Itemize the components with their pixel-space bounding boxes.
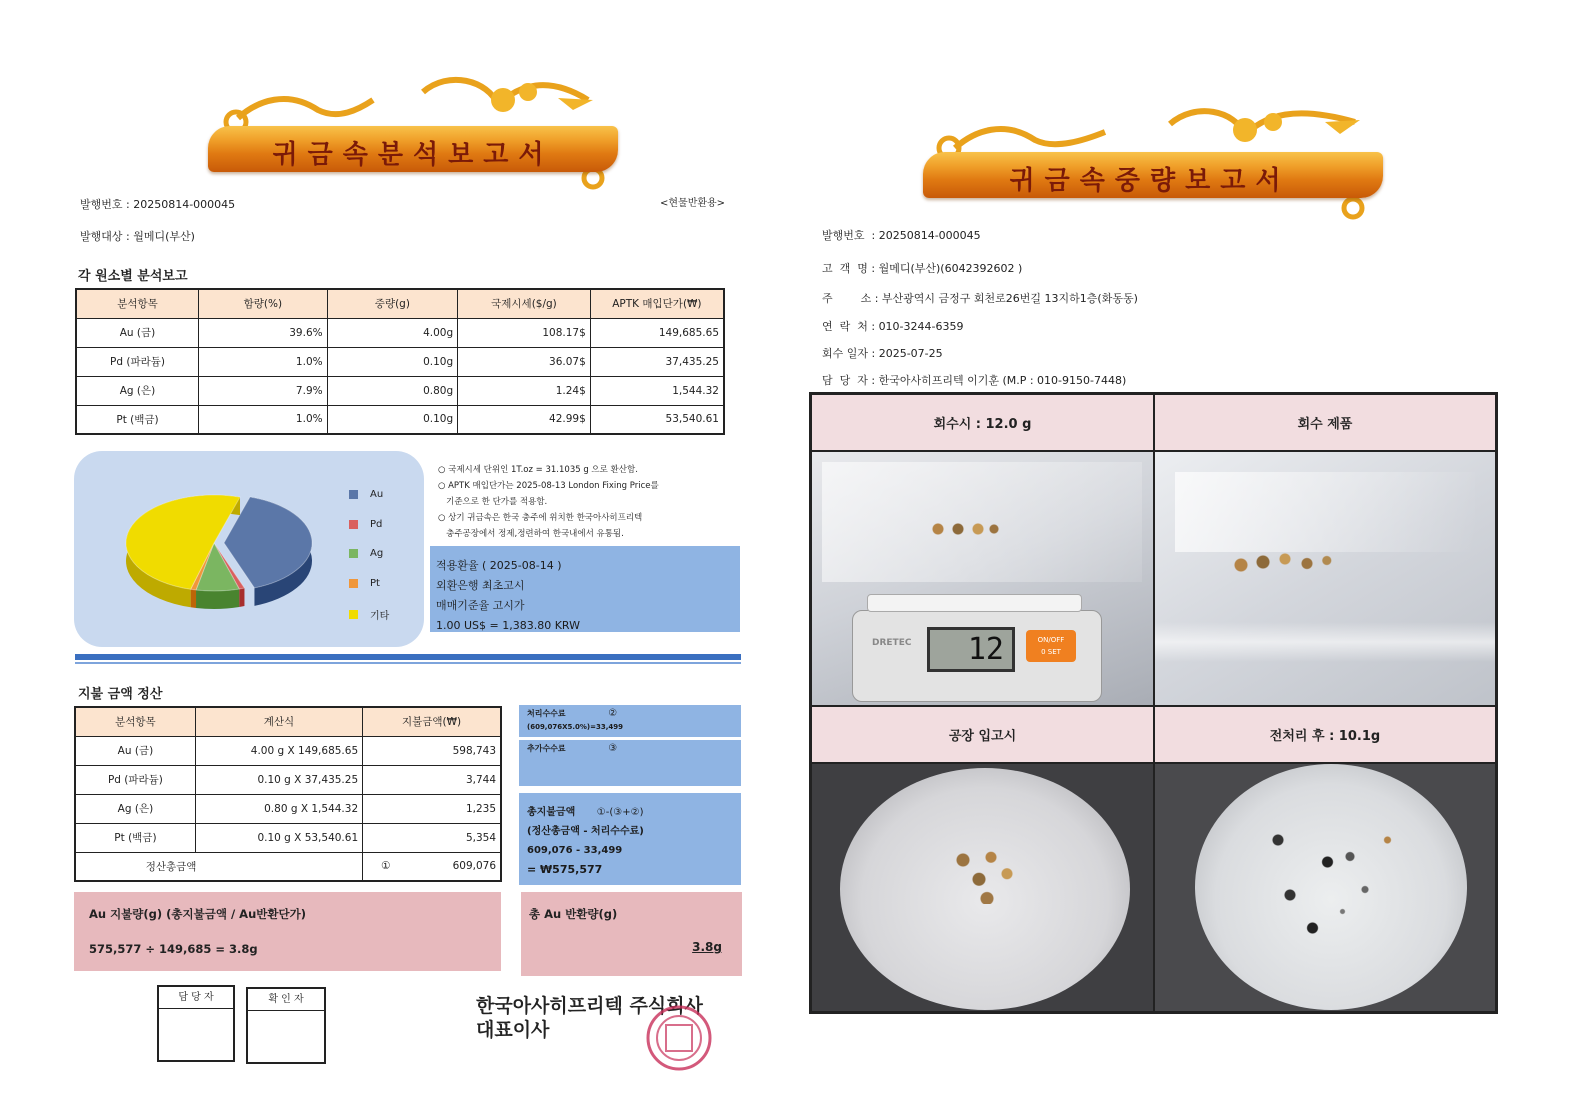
info-manager: 담 당 자 : 한국아사히프리텍 이기훈 (M.P : 010-9150-7448) bbox=[822, 374, 1127, 387]
table-cell: 0.80 g X 1,544.32 bbox=[195, 794, 362, 823]
column-header: 분석항목 bbox=[76, 289, 199, 318]
column-header: 중량(g) bbox=[327, 289, 458, 318]
total-value: 609,076 bbox=[452, 860, 496, 873]
au-payment-weight-box bbox=[74, 892, 501, 971]
table-cell: 108.17$ bbox=[458, 318, 591, 347]
table-row bbox=[76, 347, 724, 376]
exchange-line: 매매기준율 고시가 bbox=[436, 599, 525, 612]
table-row bbox=[75, 736, 501, 765]
scale-set-label: 0 SET bbox=[1041, 648, 1061, 656]
exchange-line: 적용환율 ( 2025-08-14 ) bbox=[436, 559, 562, 572]
report-title: 귀금속분석보고서 bbox=[272, 140, 554, 170]
table-header-row bbox=[75, 707, 501, 736]
total-pay-line: 609,076 - 33,499 bbox=[527, 845, 623, 856]
table-cell: Ag (은) bbox=[76, 376, 199, 405]
analysis-report-page bbox=[60, 58, 760, 1098]
au-box-formula: 575,577 ÷ 149,685 = 3.8g bbox=[89, 942, 258, 956]
analysis-heading: 각 원소별 분석보고 bbox=[78, 269, 188, 284]
info-address: 주 소 : 부산광역시 금정구 회천로26번길 13지하1층(화동동) bbox=[822, 292, 1138, 305]
scale-readout: 12 bbox=[967, 632, 1004, 667]
note-line: 기준으로 한 단가를 적용함. bbox=[438, 497, 548, 507]
table-cell: Pt (백금) bbox=[76, 405, 199, 434]
pie-panel bbox=[74, 451, 424, 647]
signature-box-approver bbox=[246, 987, 326, 1064]
payment-table bbox=[74, 706, 502, 882]
scrap-pieces bbox=[1230, 547, 1340, 577]
table-cell: 4.00g bbox=[327, 318, 458, 347]
cell-header: 회수 제품 bbox=[1154, 394, 1496, 451]
table-cell: 36.07$ bbox=[458, 347, 591, 376]
total-value-cell bbox=[363, 852, 501, 881]
return-mark: <현물반환용> bbox=[660, 198, 726, 209]
extra-fee-box bbox=[519, 740, 741, 786]
report-title: 귀금속중량보고서 bbox=[1009, 166, 1291, 196]
photo-after-pretreatment bbox=[1154, 763, 1496, 1012]
table-cell: 39.6% bbox=[199, 318, 328, 347]
signature-label: 담 당 자 bbox=[159, 987, 233, 1009]
table-cell: 598,743 bbox=[363, 736, 501, 765]
scale-button-label: ON/OFF bbox=[1037, 636, 1065, 644]
fee-marker: ② bbox=[608, 708, 618, 719]
table-cell: 3,744 bbox=[363, 765, 501, 794]
column-header: 지불금액(₩) bbox=[363, 707, 501, 736]
total-pay-result: = ₩575,577 bbox=[527, 863, 603, 876]
table-cell: 0.10 g X 37,435.25 bbox=[195, 765, 362, 794]
scale-button bbox=[1026, 630, 1076, 662]
total-label: 정산총금액 bbox=[75, 852, 363, 881]
scale-brand: DRETEC bbox=[872, 638, 912, 648]
au-total-return-box bbox=[521, 892, 742, 976]
photo-factory-intake bbox=[811, 763, 1154, 1012]
weight-report-page bbox=[800, 100, 1510, 1020]
bag-shine bbox=[1175, 472, 1475, 552]
table-row bbox=[75, 765, 501, 794]
table-cell: Au (금) bbox=[75, 736, 195, 765]
total-pay-label: 총지불금액 bbox=[527, 807, 576, 818]
total-marker: ① bbox=[381, 860, 391, 873]
table-row bbox=[75, 794, 501, 823]
company-seal-icon bbox=[644, 1003, 714, 1073]
scrap-pieces bbox=[922, 522, 1002, 536]
au-total-title: 총 Au 반환량(g) bbox=[529, 907, 618, 921]
scale-display bbox=[927, 627, 1015, 672]
table-cell: 0.80g bbox=[327, 376, 458, 405]
processing-fee-box bbox=[519, 705, 741, 737]
legend-item: Pd bbox=[349, 519, 382, 530]
cell-header: 전처리 후 : 10.1g bbox=[1154, 706, 1496, 763]
legend-item: 기타 bbox=[349, 607, 389, 622]
total-pay-line: (정산총금액 - 처리수수료) bbox=[527, 826, 644, 837]
table-cell: Pd (파라듐) bbox=[76, 347, 199, 376]
note-line: ○ APTK 매입단가는 2025-08-13 London Fixing Price를 bbox=[438, 481, 659, 491]
table-cell: 4.00 g X 149,685.65 bbox=[195, 736, 362, 765]
table-cell: 0.10g bbox=[327, 405, 458, 434]
photo-recovered-product bbox=[1154, 451, 1496, 706]
table-cell: 1,544.32 bbox=[590, 376, 724, 405]
section-divider bbox=[75, 662, 741, 664]
table-cell: 0.10g bbox=[327, 347, 458, 376]
info-collection-date: 회수 일자 : 2025-07-25 bbox=[822, 347, 943, 360]
total-payment-box bbox=[519, 793, 741, 885]
info-contact: 연 락 처 : 010-3244-6359 bbox=[822, 320, 964, 333]
table-cell: 37,435.25 bbox=[590, 347, 724, 376]
debris bbox=[1260, 829, 1410, 939]
table-cell: 1.0% bbox=[199, 347, 328, 376]
table-cell: 149,685.65 bbox=[590, 318, 724, 347]
table-cell: 7.9% bbox=[199, 376, 328, 405]
note-line: 충주공장에서 정제,정련하여 한국내에서 유통됨. bbox=[438, 529, 624, 539]
legend-item: Ag bbox=[349, 548, 383, 559]
title-banner bbox=[915, 100, 1385, 220]
title-banner bbox=[198, 70, 628, 190]
table-cell: 1.0% bbox=[199, 405, 328, 434]
issue-target: 발행대상 : 월메디(부산) bbox=[80, 230, 195, 243]
table-row bbox=[75, 823, 501, 852]
extra-fee-label: 추가수수료 bbox=[527, 744, 566, 753]
column-header: APTK 매입단가(₩) bbox=[590, 289, 724, 318]
table-row bbox=[76, 376, 724, 405]
table-cell: Ag (은) bbox=[75, 794, 195, 823]
company-name: 한국아사히프리텍 주식회사 bbox=[476, 995, 703, 1017]
payment-heading: 지불 금액 정산 bbox=[78, 687, 163, 702]
table-row bbox=[76, 405, 724, 434]
note-line: ○ 상기 귀금속은 한국 충주에 위치한 한국아사히프리텍 bbox=[438, 513, 643, 523]
signature-box-manager bbox=[157, 985, 235, 1062]
table-cell: 53,540.61 bbox=[590, 405, 724, 434]
table-total-row bbox=[75, 852, 501, 881]
section-divider bbox=[75, 654, 741, 660]
table-cell: 1,235 bbox=[363, 794, 501, 823]
legend-item: Au bbox=[349, 489, 383, 500]
column-header: 국제시세($/g) bbox=[458, 289, 591, 318]
photo-grid bbox=[809, 392, 1498, 1014]
table-cell: 42.99$ bbox=[458, 405, 591, 434]
info-issue-number: 발행번호 : 20250814-000045 bbox=[822, 229, 981, 242]
composition-pie-chart bbox=[104, 451, 324, 647]
fee-label: 처리수수료 bbox=[527, 709, 566, 718]
au-box-title: Au 지불량(g) (총지불금액 / Au반환단가) bbox=[89, 907, 306, 921]
note-line: ○ 국제시세 단위인 1T.oz = 31.1035 g 으로 환산함. bbox=[438, 465, 638, 475]
exchange-line: 외환은행 최초고시 bbox=[436, 579, 525, 592]
ceo-title: 대표이사 bbox=[476, 1019, 550, 1041]
notes bbox=[438, 462, 738, 542]
pie-slice-side-Pd bbox=[239, 588, 244, 607]
column-header: 함량(%) bbox=[199, 289, 328, 318]
table-cell: 5,354 bbox=[363, 823, 501, 852]
legend-item: Pt bbox=[349, 578, 380, 589]
photo-collection-scale bbox=[811, 451, 1154, 706]
table-cell: Pt (백금) bbox=[75, 823, 195, 852]
scrap-pieces bbox=[947, 849, 1027, 904]
cell-header: 회수시 : 12.0 g bbox=[811, 394, 1154, 451]
exchange-rate-box bbox=[430, 546, 740, 632]
table-cell: Pd (파라듐) bbox=[75, 765, 195, 794]
total-pay-formula: ①-(③+②) bbox=[596, 807, 644, 818]
extra-fee-marker: ③ bbox=[608, 743, 618, 754]
table-cell: Au (금) bbox=[76, 318, 199, 347]
pie-slice-side-Ag bbox=[196, 589, 239, 609]
table-cell: 1.24$ bbox=[458, 376, 591, 405]
column-header: 분석항목 bbox=[75, 707, 195, 736]
signature-label: 확 인 자 bbox=[248, 989, 324, 1011]
bag-shine bbox=[1155, 622, 1496, 662]
column-header: 계산식 bbox=[195, 707, 362, 736]
table-row bbox=[76, 318, 724, 347]
au-total-value: 3.8g bbox=[692, 940, 722, 954]
table-cell: 0.10 g X 53,540.61 bbox=[195, 823, 362, 852]
cell-header: 공장 입고시 bbox=[811, 706, 1154, 763]
table-header-row bbox=[76, 289, 724, 318]
scale-platform bbox=[867, 594, 1082, 612]
info-customer: 고 객 명 : 월메디(부산)(6042392602 ) bbox=[822, 262, 1023, 275]
pie-slice-side-Pt bbox=[191, 589, 196, 608]
fee-formula: (609,076X5.0%)=33,499 bbox=[527, 723, 623, 731]
exchange-line: 1.00 US$ = 1,383.80 KRW bbox=[436, 619, 580, 632]
analysis-table bbox=[75, 288, 725, 435]
issue-number: 발행번호 : 20250814-000045 bbox=[80, 198, 236, 211]
